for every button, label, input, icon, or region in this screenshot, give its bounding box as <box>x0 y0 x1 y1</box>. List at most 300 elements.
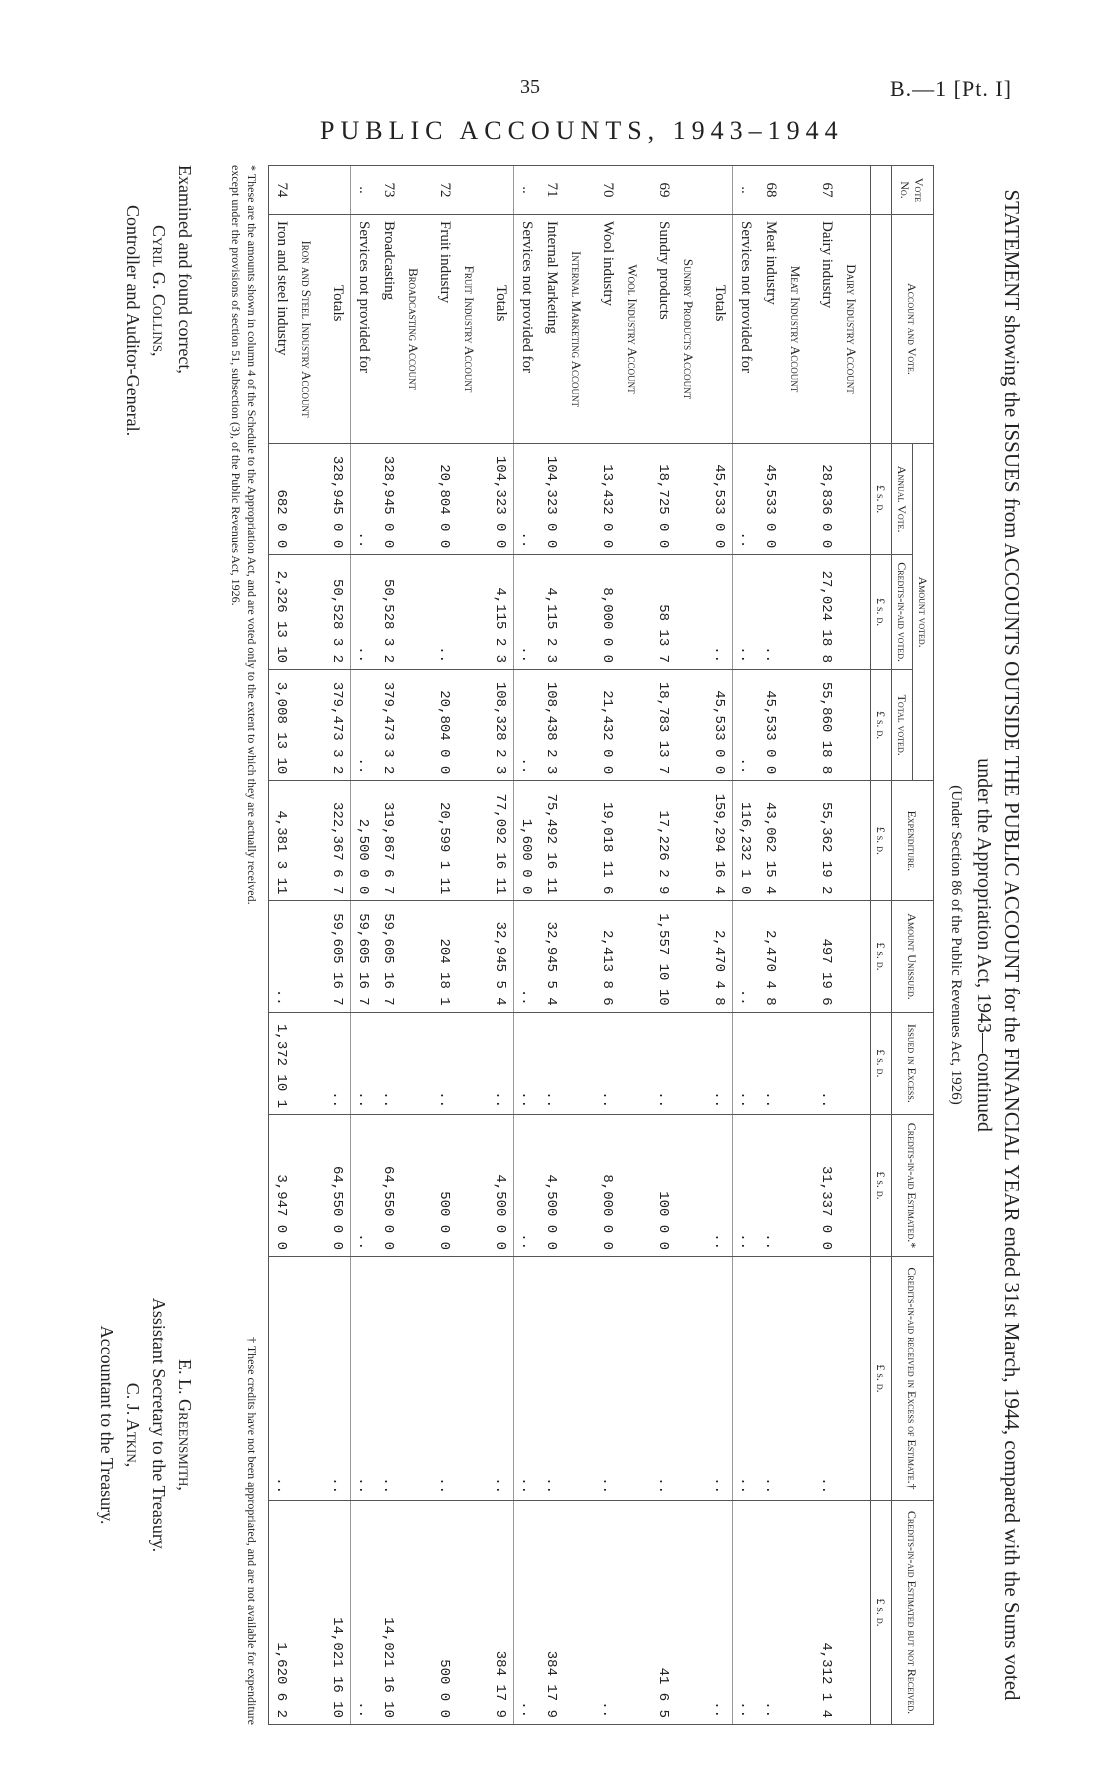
account-name: Meat Industry Account <box>783 215 814 444</box>
amount-cell-cexc: .. <box>514 1257 540 1501</box>
empty-cell <box>676 1501 707 1725</box>
amount-cell-cnot: .. <box>351 1501 377 1725</box>
col-credits-excess: Credits-in-aid received in Excess of Estimate.† <box>892 1257 934 1501</box>
amount-cell-cnot: 384 17 9 <box>488 1501 514 1725</box>
empty-cell <box>783 1257 814 1501</box>
amount-cell-unissued: 2,470 4 8 <box>758 901 783 1012</box>
auditor-signature <box>94 165 198 765</box>
empty-cell <box>839 555 871 670</box>
account-name: Dairy Industry Account <box>839 215 871 444</box>
empty-cell <box>783 781 814 901</box>
document-title: PUBLIC ACCOUNTS, 1943–1944 <box>320 116 844 145</box>
empty-cell <box>457 555 488 670</box>
amount-cell-exp: 319,867 6 7 <box>376 781 401 901</box>
heading-line-1: STATEMENT showing the ISSUES from ACCOUNTS OUTSIDE THE PUBLIC ACCOUNT for the FINANCIAL YEAR ended 31st March, 1944, compared with the Sums voted <box>1000 189 1024 1701</box>
vote-cell <box>839 166 871 215</box>
amount-cell-unissued: 32,945 5 4 <box>539 901 564 1012</box>
empty-cell <box>457 1012 488 1114</box>
statement-table-body <box>269 166 871 1725</box>
vote-cell <box>401 166 432 215</box>
table-row <box>595 166 620 1725</box>
vote-number: 71 <box>539 166 564 215</box>
amount-cell-cest: .. <box>514 1115 540 1257</box>
currency-label: £ s. d. <box>871 1012 892 1114</box>
empty-cell <box>620 1501 651 1725</box>
amount-cell-excess: .. <box>325 1012 351 1114</box>
vote-number: 72 <box>432 166 457 215</box>
statement-heading <box>942 165 1026 1725</box>
account-heading-row <box>401 166 432 1725</box>
amount-cell-excess: .. <box>351 1012 377 1114</box>
amount-cell-annual: 20,804 0 0 <box>432 444 457 555</box>
amount-cell-credits: .. <box>707 555 733 670</box>
vote-item: Dairy industry <box>814 215 839 444</box>
amount-cell-cnot: 384 17 9 <box>539 1501 564 1725</box>
amount-cell-excess: 1,372 10 1 <box>269 1012 295 1114</box>
footnotes <box>228 165 260 1725</box>
amount-cell-cexc: .. <box>758 1257 783 1501</box>
empty-cell <box>457 670 488 781</box>
empty-cell <box>839 670 871 781</box>
amount-cell-cexc: .. <box>733 1257 759 1501</box>
amount-cell-unissued: .. <box>514 901 540 1012</box>
col-unissued: Amount Unissued. <box>892 901 934 1012</box>
amount-cell-cest: 31,337 0 0 <box>814 1115 839 1257</box>
amount-cell-annual: 28,836 0 0 <box>814 444 839 555</box>
amount-cell-cest: 64,550 0 0 <box>376 1115 401 1257</box>
footnote-star: * These are the amounts shown in column 4 of the Schedule to the Appropriation Act, and are voted only to the extent to which they are actually received. <box>245 165 259 905</box>
amount-cell-unissued: 1,557 10 10 <box>651 901 676 1012</box>
amount-cell-total: 18,783 13 7 <box>651 670 676 781</box>
amount-cell-total: 55,860 18 8 <box>814 670 839 781</box>
vote-item: Totals <box>488 215 514 444</box>
amount-cell-cest: 8,000 0 0 <box>595 1115 620 1257</box>
currency-label: £ s. d. <box>871 670 892 781</box>
table-row <box>539 166 564 1725</box>
empty-cell <box>620 1115 651 1257</box>
vote-item: Services not provided for <box>514 215 540 444</box>
amount-cell-excess: .. <box>595 1012 620 1114</box>
vote-number: 68 <box>758 166 783 215</box>
empty-cell <box>676 901 707 1012</box>
amount-cell-cnot: .. <box>514 1501 540 1725</box>
amount-cell-annual: 104,323 0 0 <box>539 444 564 555</box>
amount-cell-annual: 45,533 0 0 <box>707 444 733 555</box>
vote-number: 74 <box>269 166 295 215</box>
table-row <box>351 166 377 1725</box>
vote-number <box>488 166 514 215</box>
empty-cell <box>564 781 595 901</box>
account-heading-row <box>294 166 325 1725</box>
amount-cell-cnot: 1,620 6 2 <box>269 1501 295 1725</box>
amount-cell-exp: 159,294 16 4 <box>707 781 733 901</box>
empty-cell <box>783 1501 814 1725</box>
vote-item: Iron and steel industry <box>269 215 295 444</box>
empty-cell <box>294 1257 325 1501</box>
col-blank <box>871 215 892 444</box>
amount-cell-cnot: .. <box>595 1501 620 1725</box>
col-account: Account and Vote. <box>892 215 934 444</box>
amount-cell-credits: .. <box>733 555 759 670</box>
signature-block <box>94 165 198 1725</box>
empty-cell <box>620 444 651 555</box>
table-row <box>432 166 457 1725</box>
amount-cell-cest: 100 0 0 <box>651 1115 676 1257</box>
empty-cell <box>564 555 595 670</box>
amount-cell-excess: .. <box>376 1012 401 1114</box>
vote-item: Services not provided for <box>733 215 759 444</box>
vote-cell <box>783 166 814 215</box>
empty-cell <box>620 1012 651 1114</box>
account-name: Broadcasting Account <box>401 215 432 444</box>
empty-cell <box>620 1257 651 1501</box>
totals-row <box>707 166 733 1725</box>
empty-cell <box>457 444 488 555</box>
table-row <box>514 166 540 1725</box>
amount-cell-cnot: .. <box>707 1501 733 1725</box>
vote-number: .. <box>733 166 759 215</box>
amount-cell-cexc: .. <box>325 1257 351 1501</box>
amount-cell-cnot: 500 0 0 <box>432 1501 457 1725</box>
amount-cell-total: 108,438 2 3 <box>539 670 564 781</box>
table-row <box>376 166 401 1725</box>
amount-cell-cexc: .. <box>488 1257 514 1501</box>
amount-cell-credits: 8,000 0 0 <box>595 555 620 670</box>
amount-cell-annual: .. <box>351 444 377 555</box>
vote-item: Totals <box>707 215 733 444</box>
empty-cell <box>294 1501 325 1725</box>
assistant-secretary-name: E. L. Greensmith, <box>175 1359 195 1491</box>
amount-cell-excess: .. <box>651 1012 676 1114</box>
account-heading-row <box>839 166 871 1725</box>
col-annual-vote: Annual Vote. <box>892 444 913 555</box>
account-name: Sundry Products Account <box>676 215 707 444</box>
vote-item: Services not provided for <box>351 215 377 444</box>
account-heading-row <box>783 166 814 1725</box>
amount-cell-unissued: 497 19 6 <box>814 901 839 1012</box>
empty-cell <box>676 444 707 555</box>
page-header <box>0 60 1114 150</box>
vote-cell <box>564 166 595 215</box>
amount-cell-annual: 45,533 0 0 <box>758 444 783 555</box>
amount-cell-excess: .. <box>707 1012 733 1114</box>
col-vote-no: Vote No. <box>892 166 934 215</box>
amount-cell-excess: .. <box>758 1012 783 1114</box>
amount-cell-credits: 4,115 2 3 <box>539 555 564 670</box>
amount-cell-total: .. <box>351 670 377 781</box>
totals-row <box>488 166 514 1725</box>
amount-cell-unissued: 59,605 16 7 <box>351 901 377 1012</box>
auditor-title: Controller and Auditor-General. <box>123 205 143 437</box>
amount-cell-credits: 2,326 13 10 <box>269 555 295 670</box>
page-reference: B.—1 [Pt. I] <box>890 76 1012 101</box>
empty-cell <box>401 1012 432 1114</box>
empty-cell <box>457 1257 488 1501</box>
amount-cell-cexc: .. <box>814 1257 839 1501</box>
col-credits-estimated: Credits-in-aid Estimated.* <box>892 1115 934 1257</box>
amount-cell-cexc: .. <box>651 1257 676 1501</box>
empty-cell <box>457 901 488 1012</box>
amount-cell-credits: .. <box>758 555 783 670</box>
account-heading-row <box>676 166 707 1725</box>
empty-cell <box>294 555 325 670</box>
amount-cell-excess: .. <box>514 1012 540 1114</box>
amount-cell-annual: .. <box>733 444 759 555</box>
table-row <box>269 166 295 1725</box>
empty-cell <box>564 670 595 781</box>
amount-cell-exp: 322,367 6 7 <box>325 781 351 901</box>
amount-cell-credits: 58 13 7 <box>651 555 676 670</box>
account-heading-row <box>564 166 595 1725</box>
vote-item: Broadcasting <box>376 215 401 444</box>
empty-cell <box>564 1257 595 1501</box>
amount-cell-excess: .. <box>814 1012 839 1114</box>
heading-line-3: (Under Section 86 of the Public Revenues Act, 1926) <box>948 785 964 1105</box>
amount-cell-unissued: 59,605 16 7 <box>376 901 401 1012</box>
vote-item: Internal Marketing <box>539 215 564 444</box>
auditor-name: Cyril G. Collins, <box>149 225 169 357</box>
empty-cell <box>676 1115 707 1257</box>
vote-item: Fruit industry <box>432 215 457 444</box>
page-number: 35 <box>520 76 540 98</box>
amount-cell-annual: 104,323 0 0 <box>488 444 514 555</box>
amount-cell-total: 20,804 0 0 <box>432 670 457 781</box>
amount-cell-exp: 1,600 0 0 <box>514 781 540 901</box>
empty-cell <box>401 1115 432 1257</box>
amount-cell-exp: 55,362 19 2 <box>814 781 839 901</box>
empty-cell <box>457 1115 488 1257</box>
vote-cell <box>457 166 488 215</box>
table-row <box>814 166 839 1725</box>
table-row <box>651 166 676 1725</box>
rotated-statement-sheet <box>97 165 1030 1725</box>
col-expenditure: Expenditure. <box>892 781 934 901</box>
amount-cell-cnot: .. <box>758 1501 783 1725</box>
amount-cell-credits: 50,528 3 2 <box>325 555 351 670</box>
heading-line-2: under the Appropriation Act, 1943—continued <box>973 758 995 1132</box>
amount-cell-annual: 328,945 0 0 <box>376 444 401 555</box>
amount-cell-exp: 77,092 16 11 <box>488 781 514 901</box>
empty-cell <box>839 1115 871 1257</box>
vote-cell <box>676 166 707 215</box>
empty-cell <box>839 1012 871 1114</box>
empty-cell <box>676 555 707 670</box>
empty-cell <box>783 1012 814 1114</box>
empty-cell <box>783 670 814 781</box>
accountant-name: C. J. Atkin, <box>123 1382 143 1468</box>
amount-cell-cexc: .. <box>269 1257 295 1501</box>
vote-item: Sundry products <box>651 215 676 444</box>
amount-cell-excess: .. <box>432 1012 457 1114</box>
col-credits-not-received: Credits-in-aid Estimated but not Received. <box>892 1501 934 1725</box>
col-credits-voted: Credits-in-aid voted. <box>892 555 913 670</box>
empty-cell <box>620 901 651 1012</box>
amount-cell-unissued: .. <box>733 901 759 1012</box>
amount-cell-cest: 500 0 0 <box>432 1115 457 1257</box>
account-name: Internal Marketing Account <box>564 215 595 444</box>
amount-cell-cexc: .. <box>707 1257 733 1501</box>
empty-cell <box>620 670 651 781</box>
amount-cell-cexc: .. <box>351 1257 377 1501</box>
amount-cell-exp: 17,226 2 9 <box>651 781 676 901</box>
amount-cell-unissued: 2,470 4 8 <box>707 901 733 1012</box>
amount-cell-cnot: 4,312 1 4 <box>814 1501 839 1725</box>
currency-label: £ s. d. <box>871 555 892 670</box>
empty-cell <box>564 1012 595 1114</box>
account-name: Iron and Steel Industry Account <box>294 215 325 444</box>
amount-cell-total: .. <box>733 670 759 781</box>
empty-cell <box>783 444 814 555</box>
empty-cell <box>783 1115 814 1257</box>
empty-cell <box>294 1012 325 1114</box>
empty-cell <box>294 1115 325 1257</box>
amount-cell-exp: 43,062 15 4 <box>758 781 783 901</box>
empty-cell <box>401 444 432 555</box>
empty-cell <box>401 781 432 901</box>
amount-cell-credits: 4,115 2 3 <box>488 555 514 670</box>
currency-label: £ s. d. <box>871 1257 892 1501</box>
vote-item: Meat industry <box>758 215 783 444</box>
amount-cell-cest: 4,500 0 0 <box>488 1115 514 1257</box>
empty-cell <box>620 781 651 901</box>
amount-cell-cexc: .. <box>432 1257 457 1501</box>
amount-cell-annual: 328,945 0 0 <box>325 444 351 555</box>
currency-label: £ s. d. <box>871 1115 892 1257</box>
amount-cell-total: 3,008 13 10 <box>269 670 295 781</box>
empty-cell <box>401 670 432 781</box>
amount-cell-exp: 20,599 1 11 <box>432 781 457 901</box>
vote-item: Wool industry <box>595 215 620 444</box>
col-blank <box>871 166 892 215</box>
empty-cell <box>401 901 432 1012</box>
totals-row <box>325 166 351 1725</box>
currency-label: £ s. d. <box>871 444 892 555</box>
amount-cell-unissued: 204 18 1 <box>432 901 457 1012</box>
amount-cell-unissued: 2,413 8 6 <box>595 901 620 1012</box>
account-heading-row <box>457 166 488 1725</box>
amount-cell-exp: 75,492 16 11 <box>539 781 564 901</box>
footnote-dagger: † These credits have not been appropriated, and are not available for expenditure <box>245 1337 259 1725</box>
amount-cell-exp: 19,018 11 6 <box>595 781 620 901</box>
amount-cell-unissued: .. <box>269 901 295 1012</box>
empty-cell <box>839 1257 871 1501</box>
assistant-secretary-title: Assistant Secretary to the Treasury. <box>149 1297 169 1553</box>
empty-cell <box>564 901 595 1012</box>
treasury-signatures <box>94 1125 198 1725</box>
accountant-title: Accountant to the Treasury. <box>97 1325 117 1525</box>
amount-cell-cest: 3,947 0 0 <box>269 1115 295 1257</box>
empty-cell <box>620 555 651 670</box>
empty-cell <box>401 555 432 670</box>
empty-cell <box>839 781 871 901</box>
empty-cell <box>294 670 325 781</box>
vote-item: Totals <box>325 215 351 444</box>
amount-cell-cnot: .. <box>733 1501 759 1725</box>
footnote-star-continued: except under the provisions of section 51, subsection (3), of the Public Revenues Act, 1926. <box>229 165 243 606</box>
vote-number: 67 <box>814 166 839 215</box>
empty-cell <box>676 781 707 901</box>
table-row <box>758 166 783 1725</box>
empty-cell <box>783 901 814 1012</box>
amount-cell-excess: .. <box>488 1012 514 1114</box>
empty-cell <box>457 1501 488 1725</box>
vote-cell <box>620 166 651 215</box>
empty-cell <box>839 444 871 555</box>
amount-cell-credits: .. <box>514 555 540 670</box>
amount-cell-cest: 4,500 0 0 <box>539 1115 564 1257</box>
amount-cell-cnot: 14,021 16 10 <box>325 1501 351 1725</box>
examined-text: Examined and found correct, <box>175 165 195 374</box>
empty-cell <box>676 1012 707 1114</box>
vote-number: 70 <box>595 166 620 215</box>
amount-cell-excess: .. <box>539 1012 564 1114</box>
empty-cell <box>564 1501 595 1725</box>
empty-cell <box>676 1257 707 1501</box>
account-heading-row <box>620 166 651 1725</box>
amount-cell-total: 21,432 0 0 <box>595 670 620 781</box>
col-amount-voted: Amount voted. <box>913 444 934 781</box>
vote-number <box>325 166 351 215</box>
amount-cell-exp: 4,381 3 11 <box>269 781 295 901</box>
empty-cell <box>294 444 325 555</box>
amount-cell-unissued: 59,605 16 7 <box>325 901 351 1012</box>
vote-number: .. <box>351 166 377 215</box>
empty-cell <box>839 1501 871 1725</box>
amount-cell-total: 45,533 0 0 <box>707 670 733 781</box>
empty-cell <box>564 444 595 555</box>
col-total-voted: Total voted. <box>892 670 913 781</box>
account-name: Fruit Industry Account <box>457 215 488 444</box>
amount-cell-cnot: 41 6 5 <box>651 1501 676 1725</box>
amount-cell-credits: .. <box>351 555 377 670</box>
empty-cell <box>294 901 325 1012</box>
amount-cell-annual: 682 0 0 <box>269 444 295 555</box>
currency-label: £ s. d. <box>871 901 892 1012</box>
amount-cell-cexc: .. <box>376 1257 401 1501</box>
amount-cell-cest: .. <box>733 1115 759 1257</box>
amount-cell-exp: 2,500 0 0 <box>351 781 377 901</box>
vote-cell <box>294 166 325 215</box>
amount-cell-excess: .. <box>733 1012 759 1114</box>
currency-label: £ s. d. <box>871 1501 892 1725</box>
amount-cell-cest: 64,550 0 0 <box>325 1115 351 1257</box>
amount-cell-total: .. <box>514 670 540 781</box>
amount-cell-exp: 116,232 1 0 <box>733 781 759 901</box>
amount-cell-credits: .. <box>432 555 457 670</box>
amount-cell-credits: 50,528 3 2 <box>376 555 401 670</box>
amount-cell-cest: .. <box>758 1115 783 1257</box>
amount-cell-cnot: 14,021 16 10 <box>376 1501 401 1725</box>
currency-label: £ s. d. <box>871 781 892 901</box>
empty-cell <box>401 1501 432 1725</box>
amount-cell-annual: .. <box>514 444 540 555</box>
amount-cell-total: 379,473 3 2 <box>325 670 351 781</box>
amount-cell-credits: 27,024 18 8 <box>814 555 839 670</box>
statement-table <box>268 165 934 1725</box>
amount-cell-cexc: .. <box>595 1257 620 1501</box>
amount-cell-annual: 13,432 0 0 <box>595 444 620 555</box>
amount-cell-cexc: .. <box>539 1257 564 1501</box>
empty-cell <box>564 1115 595 1257</box>
empty-cell <box>401 1257 432 1501</box>
vote-number: .. <box>514 166 540 215</box>
amount-cell-total: 45,533 0 0 <box>758 670 783 781</box>
empty-cell <box>783 555 814 670</box>
empty-cell <box>676 670 707 781</box>
amount-cell-total: 108,328 2 3 <box>488 670 514 781</box>
table-row <box>733 166 759 1725</box>
account-name: Wool Industry Account <box>620 215 651 444</box>
